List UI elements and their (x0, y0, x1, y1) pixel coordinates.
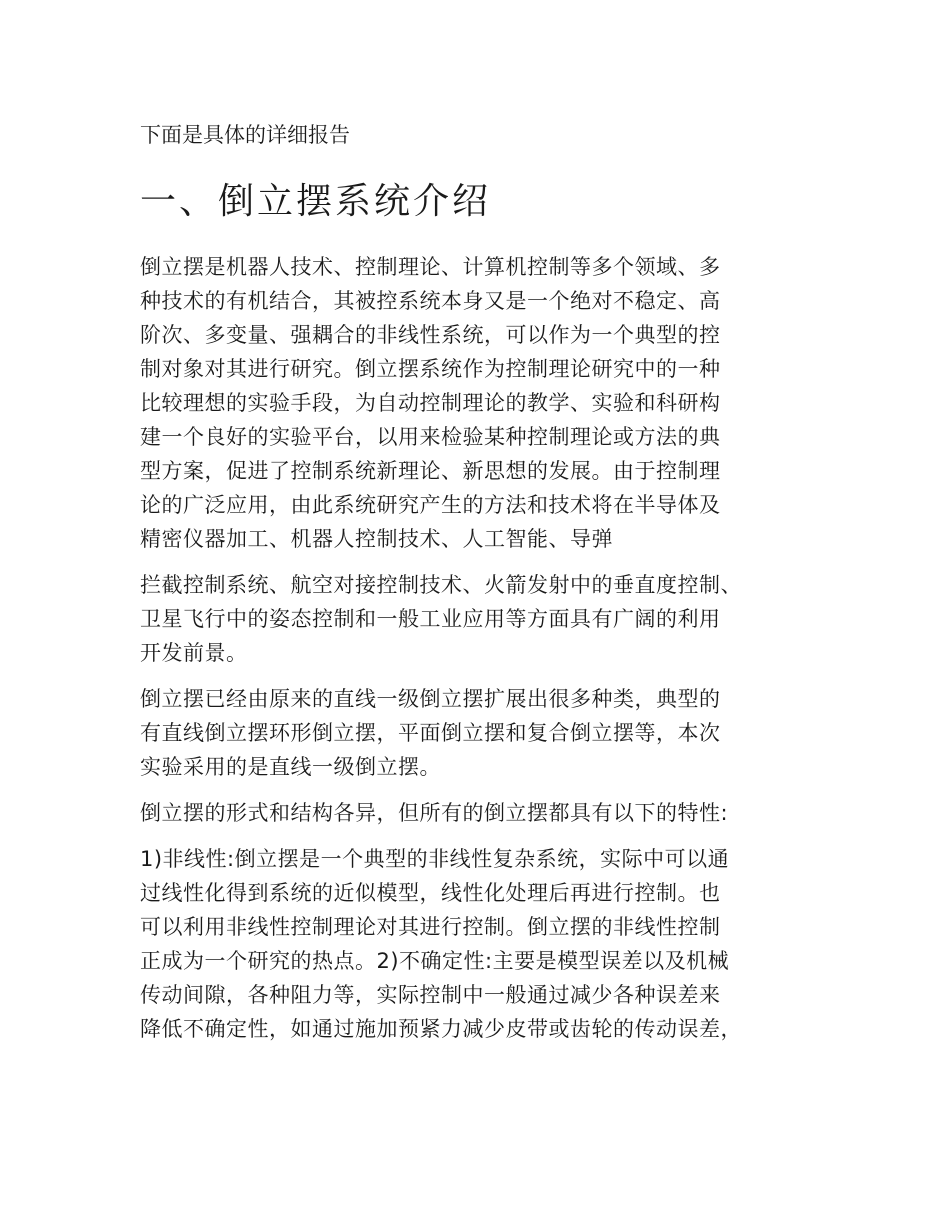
paragraph-line: 精密仪器加工、机器人控制技术、人工智能、导弹 (140, 527, 613, 551)
paragraph-line: 实验采用的是直线一级倒立摆。 (140, 755, 441, 779)
paragraph-line: 论的广泛应用，由此系统研究产生的方法和技术将在半导体及 (140, 493, 721, 517)
paragraph (140, 796, 820, 830)
paragraph-line: 过线性化得到系统的近似模型，线性化处理后再进行控制。也 (140, 881, 721, 905)
intro-text: 下面是具体的详细报告 (140, 123, 350, 147)
paragraph (140, 568, 820, 670)
paragraph-line: 可以利用非线性控制理论对其进行控制。倒立摆的非线性控制 (140, 915, 721, 939)
paragraph-line: 有直线倒立摆环形倒立摆，平面倒立摆和复合倒立摆等，本次 (140, 721, 721, 745)
paragraph (140, 250, 820, 556)
paragraph-line: 拦截控制系统、航空对接控制技术、火箭发射中的垂直度控制、 (140, 573, 742, 597)
paragraph-line: 开发前景。 (140, 641, 248, 665)
paragraph-line: 倒立摆的形式和结构各异，但所有的倒立摆都具有以下的特性: (140, 801, 729, 825)
paragraph-line: 1)非线性:倒立摆是一个典型的非线性复杂系统，实际中可以通 (140, 847, 730, 871)
paragraph-line: 建一个良好的实验平台，以用来检验某种控制理论或方法的典 (140, 425, 721, 449)
paragraph (140, 842, 820, 1046)
paragraph-line: 阶次、多变量、强耦合的非线性系统，可以作为一个典型的控 (140, 323, 721, 347)
paragraph-line: 倒立摆已经由原来的直线一级倒立摆扩展出很多种类，典型的 (140, 687, 721, 711)
paragraph-line: 种技术的有机结合，其被控系统本身又是一个绝对不稳定、高 (140, 289, 721, 313)
paragraph-line: 传动间隙，各种阻力等，实际控制中一般通过减少各种误差来 (140, 983, 721, 1007)
paragraph-line: 卫星飞行中的姿态控制和一般工业应用等方面具有广阔的利用 (140, 607, 721, 631)
paragraph-line: 型方案，促进了控制系统新理论、新思想的发展。由于控制理 (140, 459, 721, 483)
paragraph-line: 降低不确定性，如通过施加预紧力减少皮带或齿轮的传动误差， (140, 1017, 742, 1041)
body-paragraphs (140, 250, 820, 1058)
paragraph-line: 倒立摆是机器人技术、控制理论、计算机控制等多个领域、多 (140, 255, 721, 279)
paragraph-line: 正成为一个研究的热点。2)不确定性:主要是模型误差以及机械 (140, 949, 730, 973)
paragraph-line: 比较理想的实验手段，为自动控制理论的教学、实验和科研构 (140, 391, 721, 415)
paragraph-line: 制对象对其进行研究。倒立摆系统作为控制理论研究中的一种 (140, 357, 721, 381)
section-heading: 一、倒立摆系统介绍 (140, 181, 492, 222)
paragraph (140, 682, 820, 784)
